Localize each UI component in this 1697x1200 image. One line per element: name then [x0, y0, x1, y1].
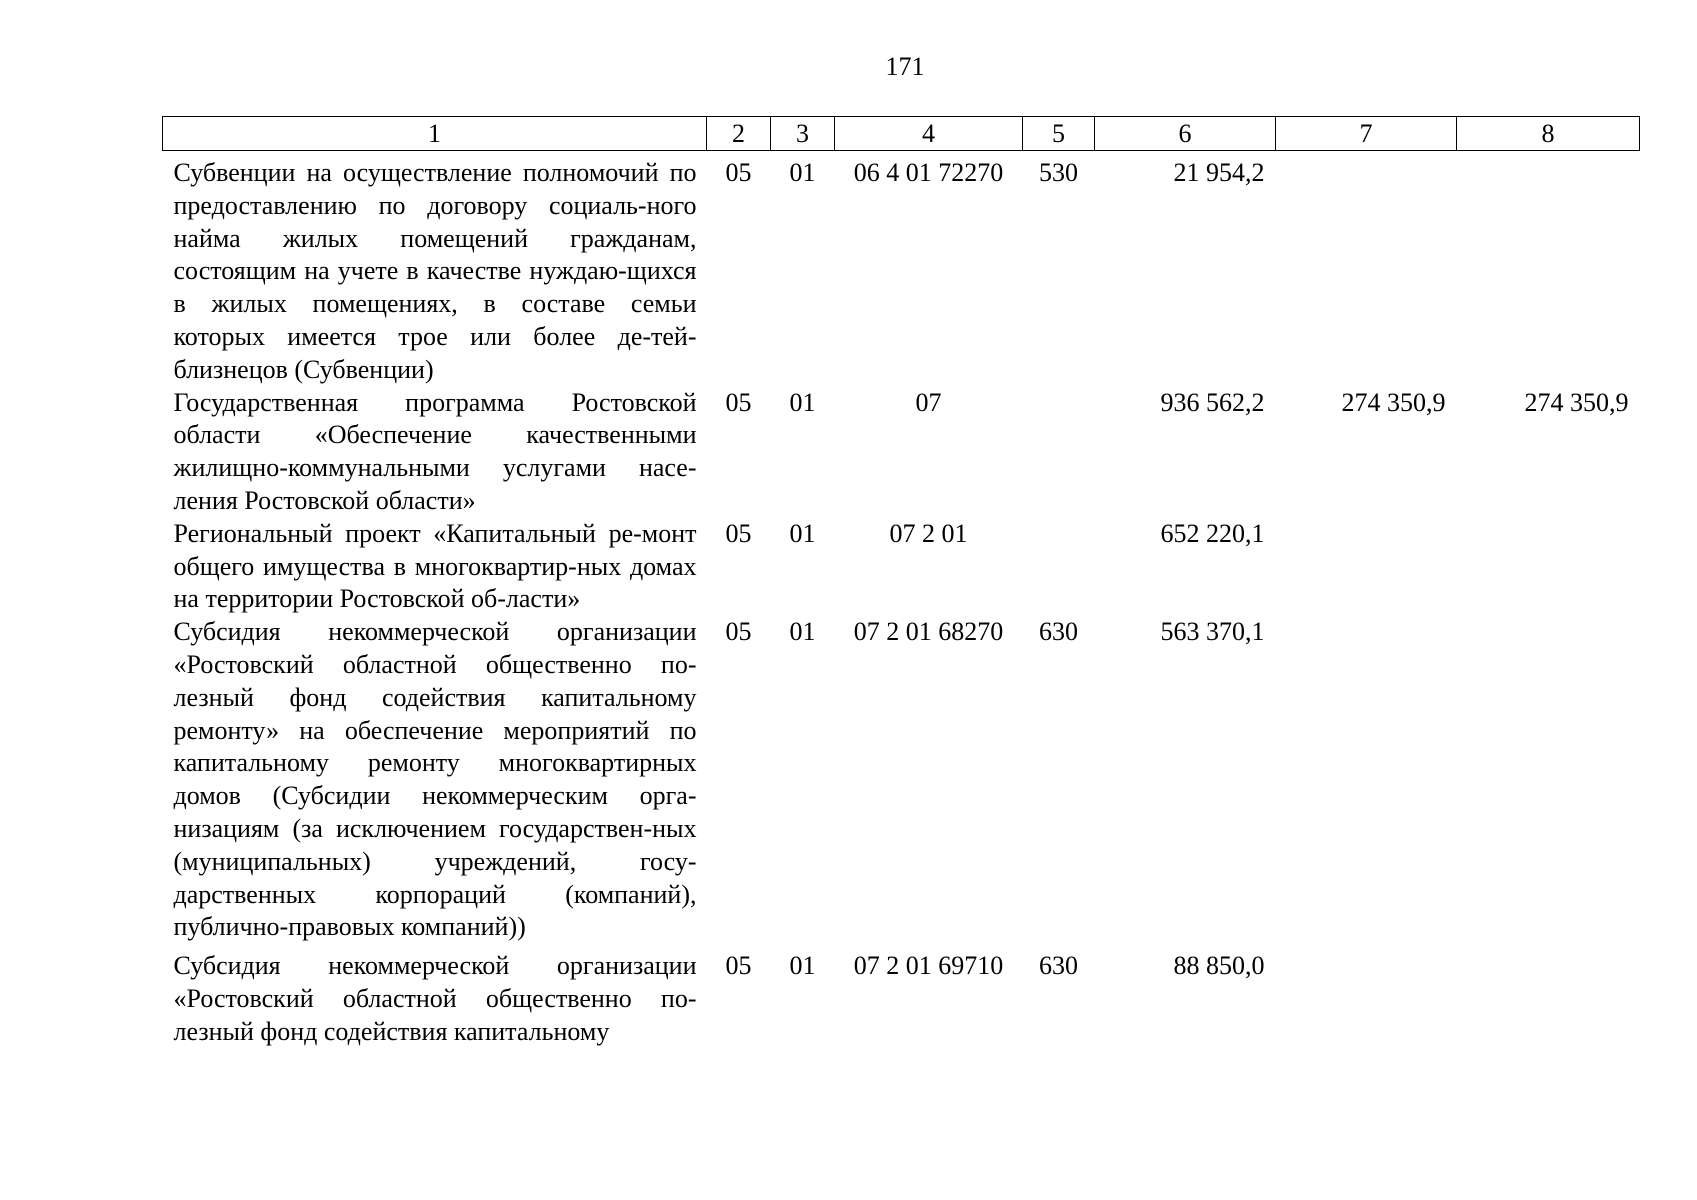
row-expense-type — [1023, 518, 1095, 616]
row-target-article: 07 — [915, 387, 942, 417]
row-amount-6: 88 850,0 — [1173, 951, 1265, 981]
row-expense-type — [1023, 387, 1095, 518]
header-col-2: 2 — [707, 117, 771, 151]
row-subsection: 01 — [789, 158, 816, 187]
header-col-8: 8 — [1457, 117, 1640, 151]
table-header — [163, 117, 1640, 151]
page-number: 171 — [885, 52, 925, 81]
row-amount-8: 274 350,9 — [1524, 387, 1629, 417]
row-amount-6: 563 370,1 — [1160, 617, 1265, 647]
row-target-article: 07 2 01 68270 — [853, 617, 1004, 647]
row-section: 05 — [725, 518, 752, 548]
row-amount-7 — [1276, 616, 1457, 944]
table-row — [163, 518, 1640, 616]
table-row — [163, 944, 1640, 1048]
row-subsection: 01 — [789, 387, 816, 417]
row-amount-8 — [1457, 518, 1640, 616]
row-name: Региональный проект «Капитальный ре-монт общего имущества в многоквартир-ных домах на территории Ростовской об-ласти» — [173, 518, 697, 614]
row-section: 05 — [725, 158, 752, 187]
row-expense-type: 530 — [1039, 158, 1078, 187]
row-amount-7 — [1276, 944, 1457, 1048]
budget-table — [162, 116, 1640, 1049]
row-amount-6: 652 220,1 — [1160, 518, 1265, 548]
table-body — [163, 151, 1640, 1049]
row-name: Государственная программа Ростовской области «Обеспечение качественными жилищно-коммунальными услугами насе-ления Ростовской области» — [173, 387, 697, 515]
table-row — [163, 151, 1640, 387]
row-target-article: 07 2 01 69710 — [853, 951, 1004, 981]
header-col-3: 3 — [771, 117, 835, 151]
row-name: Субсидия некоммерческой организации «Ростовский областной общественно по-лезный фонд содействия капитальному ремонту» на обеспечение мероприятий по капитальному ремонту многоквартирных домов (Субсидии некоммерческим орга-низациям (за исключением государствен-ных (муниципальных) учреждений, госу-дарственных корпораций (компаний), публично-правовых компаний)) — [173, 617, 697, 942]
row-amount-6: 936 562,2 — [1160, 387, 1265, 417]
row-amount-7 — [1276, 518, 1457, 616]
row-section: 05 — [725, 617, 752, 647]
header-col-4: 4 — [835, 117, 1023, 151]
table-row — [163, 616, 1640, 944]
row-section: 05 — [725, 387, 752, 417]
row-amount-6: 21 954,2 — [1173, 158, 1265, 187]
row-amount-8 — [1457, 944, 1640, 1048]
header-col-5: 5 — [1023, 117, 1095, 151]
row-name: Субвенции на осуществление полномочий по предоставлению по договору социаль-ного найма жилых помещений гражданам, состоящим на учете в качестве нуждаю-щихся в жилых помещениях, в составе семьи которых имеется трое или более де-тей-близнецов (Субвенции) — [173, 158, 697, 384]
row-expense-type: 630 — [1039, 617, 1078, 647]
row-subsection: 01 — [789, 951, 816, 981]
row-amount-8 — [1457, 151, 1640, 387]
header-col-6: 6 — [1095, 117, 1276, 151]
row-amount-8 — [1457, 616, 1640, 944]
row-amount-7: 274 350,9 — [1341, 387, 1446, 417]
row-amount-7 — [1276, 151, 1457, 387]
header-col-1: 1 — [163, 117, 707, 151]
row-name: Субсидия некоммерческой организации «Ростовский областной общественно по-лезный фонд содействия капитальному — [173, 951, 697, 1046]
row-section: 05 — [725, 951, 752, 981]
header-col-7: 7 — [1276, 117, 1457, 151]
row-subsection: 01 — [789, 617, 816, 647]
header-row — [163, 117, 1640, 151]
table-row — [163, 387, 1640, 518]
row-expense-type: 630 — [1039, 951, 1078, 981]
row-target-article: 06 4 01 72270 — [853, 158, 1004, 187]
row-subsection: 01 — [789, 518, 816, 548]
row-target-article: 07 2 01 — [889, 518, 968, 548]
